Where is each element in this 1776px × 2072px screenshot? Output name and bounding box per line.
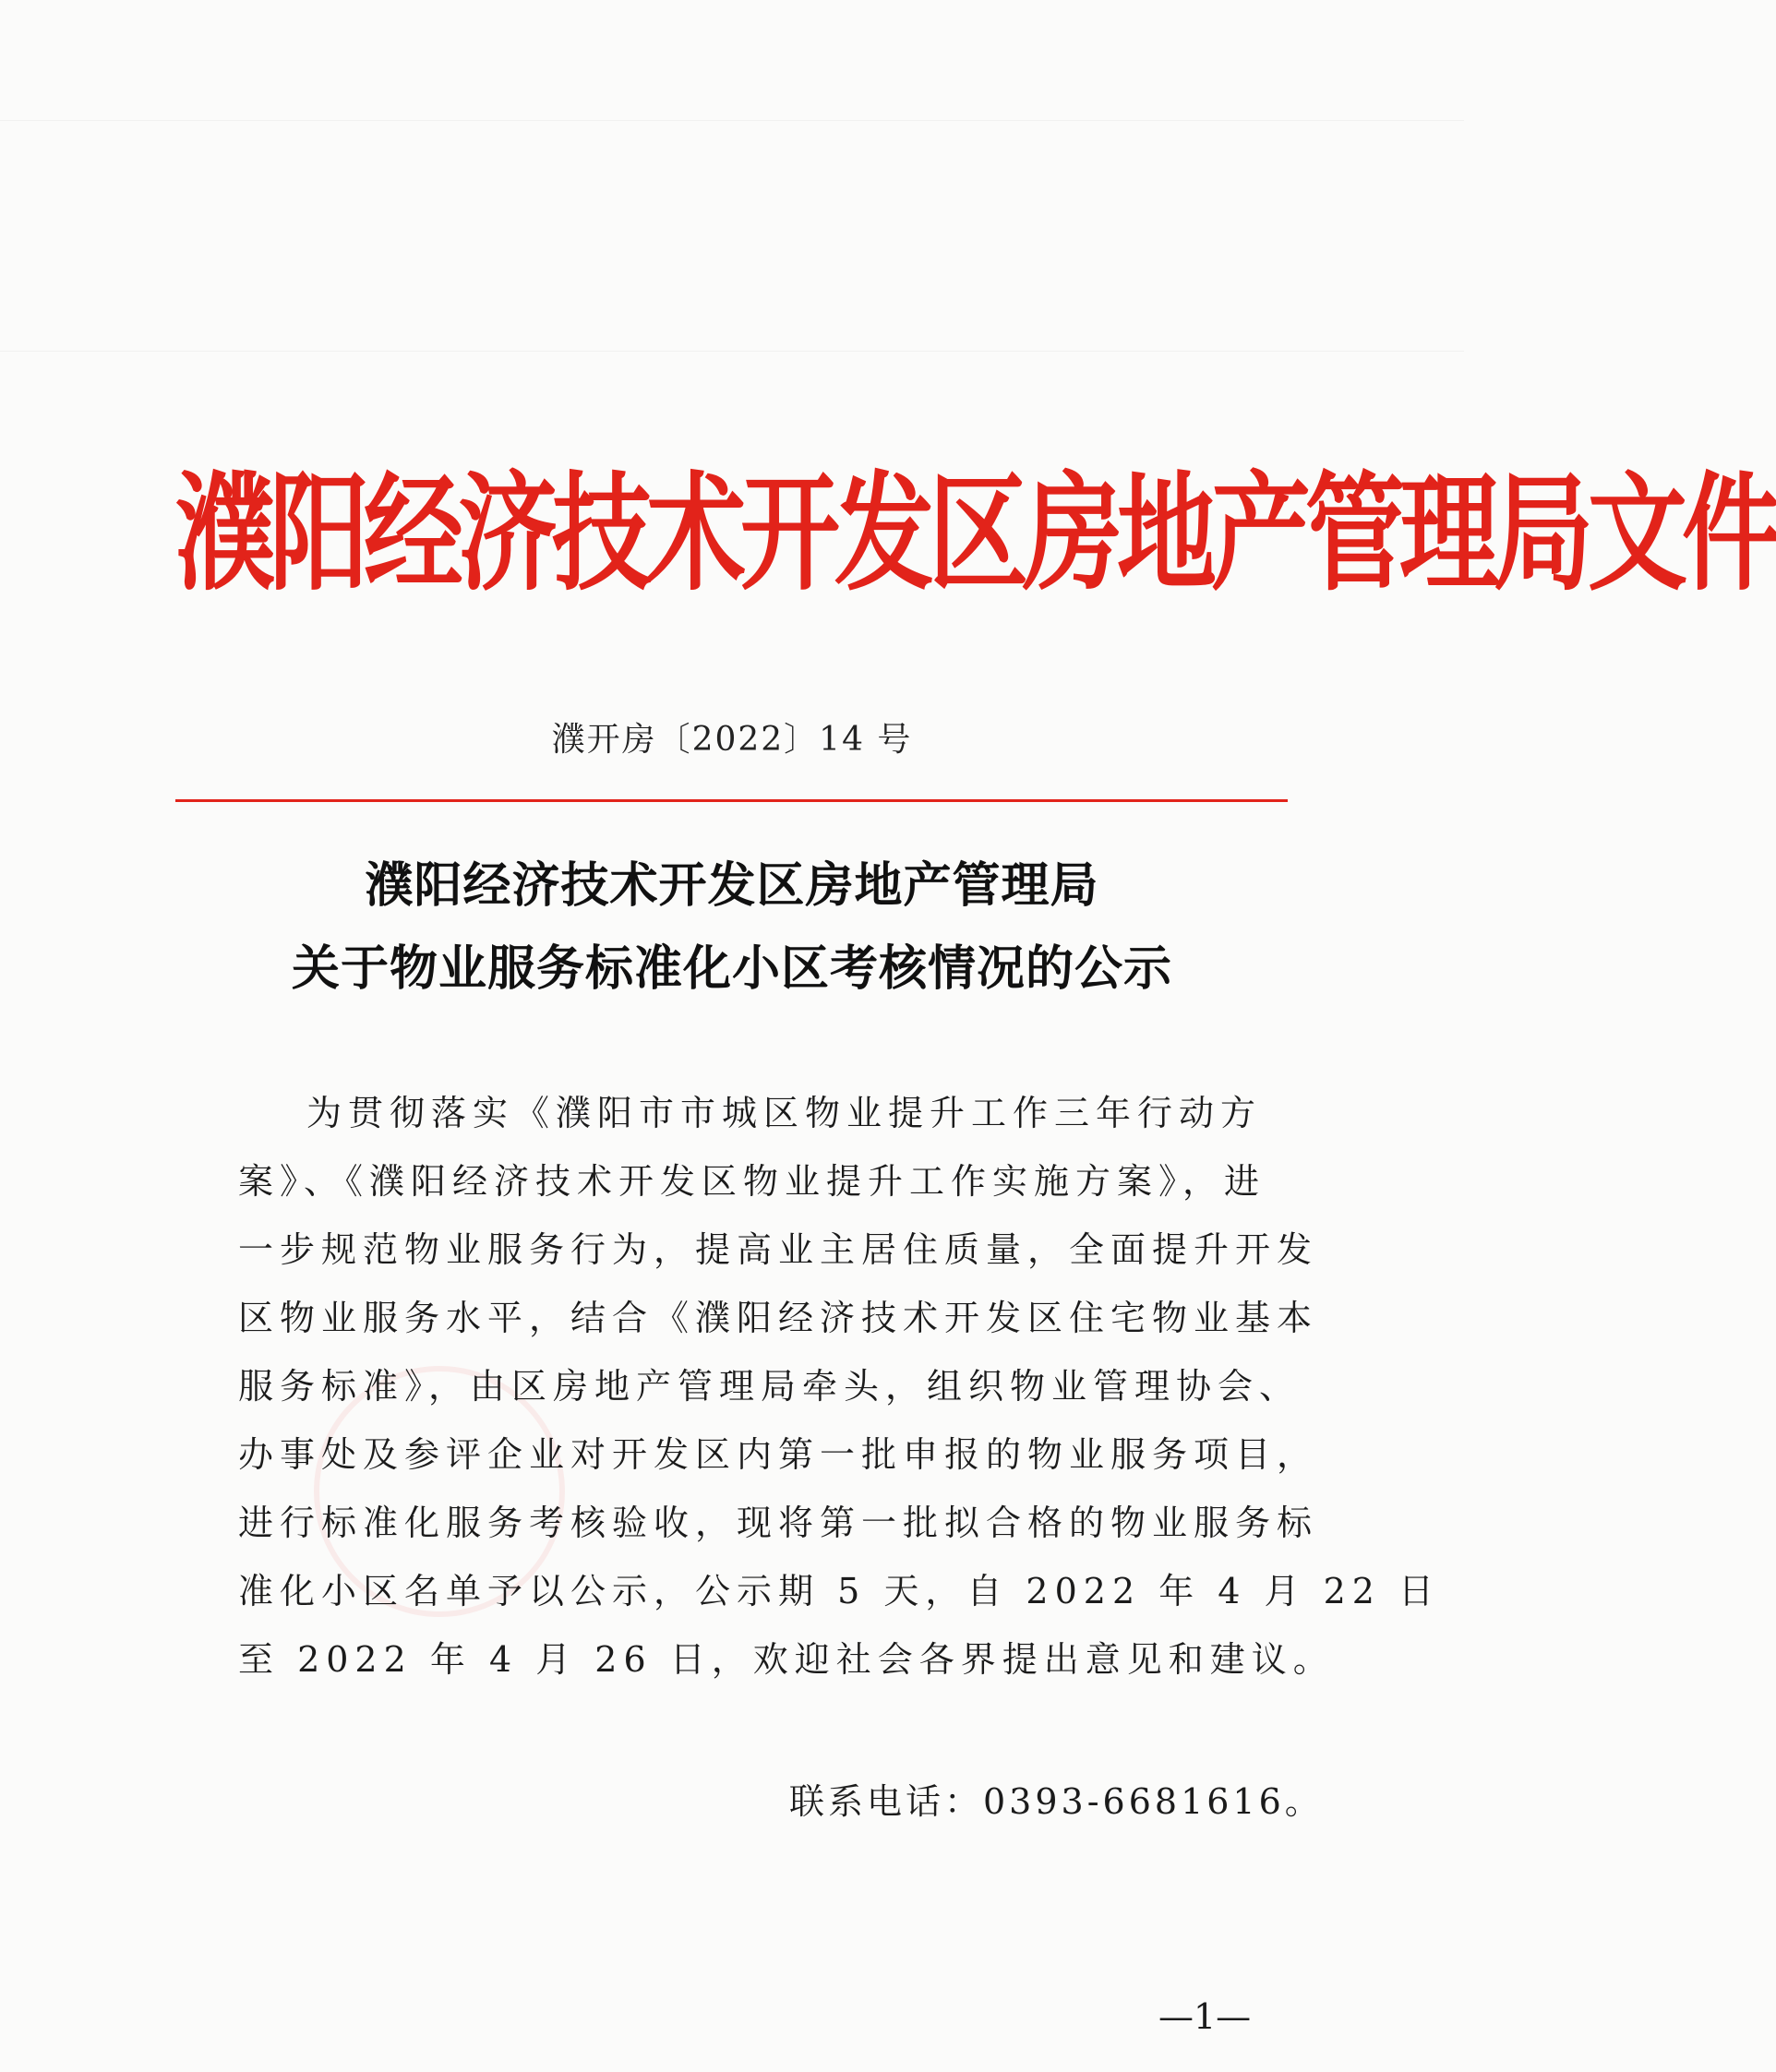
- body-paragraph-line: 进行标准化服务考核验收，现将第一批拟合格的物业服务标: [238, 1503, 1319, 1543]
- body-paragraph-line: 案》、《濮阳经济技术开发区物业提升工作实施方案》，进: [238, 1161, 1266, 1202]
- body-paragraph-line: 服务标准》，由区房地产管理局牵头，组织物业管理协会、: [238, 1366, 1302, 1407]
- body-paragraph-line: 准化小区名单予以公示，公示期 5 天，自 2022 年 4 月 22 日: [238, 1571, 1441, 1611]
- body-paragraph-line: 至 2022 年 4 月 26 日，欢迎社会各界提出意见和建议。: [238, 1639, 1335, 1680]
- document-number: 濮开房〔2022〕14 号: [551, 721, 913, 759]
- red-divider-line: [175, 799, 1288, 802]
- body-paragraph-line: 区物业服务水平，结合《濮阳经济技术开发区住宅物业基本: [238, 1298, 1319, 1338]
- body-paragraph-line: 办事处及参评企业对开发区内第一批申报的物业服务项目，: [238, 1434, 1319, 1475]
- page-number: —1—: [1158, 1996, 1252, 2037]
- subject-line-1: 濮阳经济技术开发区房地产管理局: [365, 858, 1099, 914]
- contact-phone: 联系电话：0393-6681616。: [789, 1781, 1324, 1822]
- body-paragraph-line: 为贯彻落实《濮阳市市城区物业提升工作三年行动方: [306, 1093, 1263, 1133]
- agency-header-title: 濮阳经济技术开发区房地产管理局文件: [175, 461, 1776, 609]
- scan-artifact-line: [0, 351, 1464, 352]
- scan-artifact-line: [0, 120, 1464, 121]
- subject-line-2: 关于物业服务标准化小区考核情况的公示: [291, 941, 1172, 997]
- body-paragraph-line: 一步规范物业服务行为，提高业主居住质量，全面提升开发: [238, 1229, 1319, 1270]
